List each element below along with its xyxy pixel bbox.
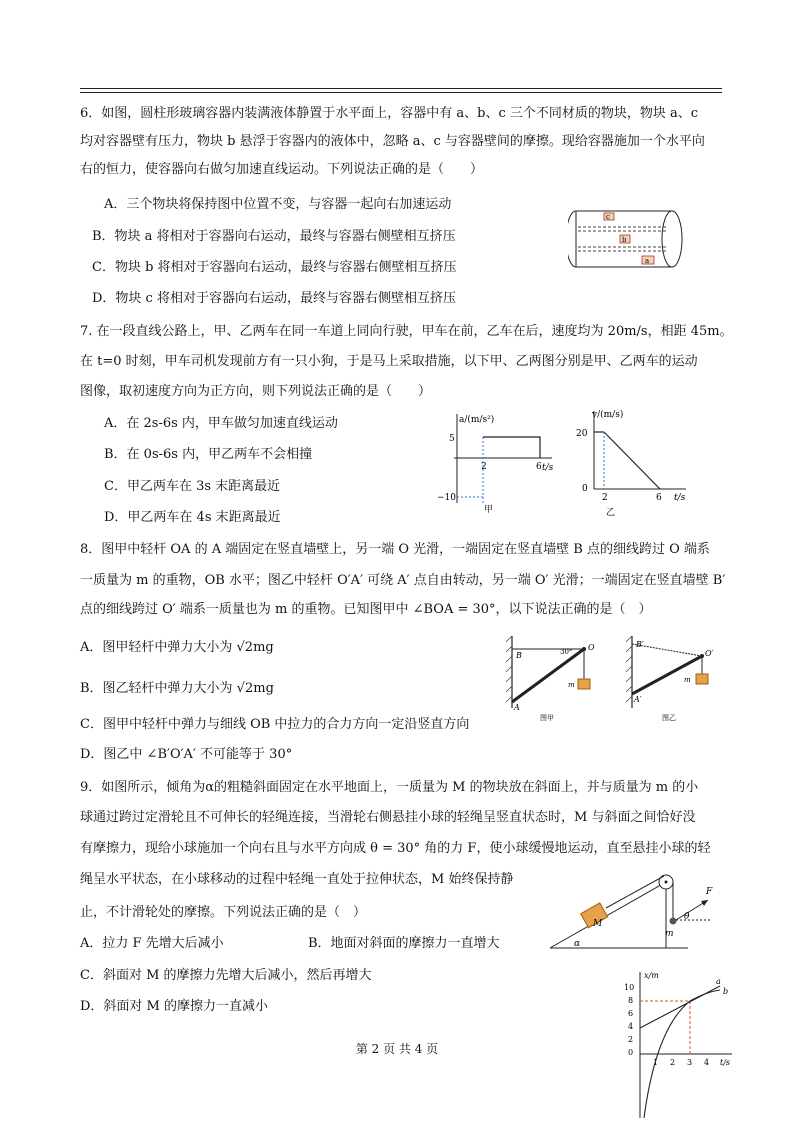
q7-graph-acceleration xyxy=(430,408,560,516)
q9-line-3: 有摩擦力，现给小球施加一个向右且与水平方向成 θ = 30° 角的力 F，使小球缓慢地运动，直至悬挂小球的轻 xyxy=(80,841,711,856)
q8-option-b: B．图乙轻杆中弹力大小为 √2mg xyxy=(80,681,274,696)
q7-option-b: B．在 0s-6s 内，甲乙两车不会相撞 xyxy=(104,447,313,462)
caption-yi: 图乙 xyxy=(662,714,676,722)
q6-line-2: 均对容器壁有压力，物块 b 悬浮于容器内的液体中，忽略 a、c 与容器壁间的摩擦。现给容器施加一个水平向 xyxy=(80,134,705,149)
v-graph-xtick-6: 6 xyxy=(656,493,662,503)
q6-option-d: D．物块 c 将相对于容器向右运动，最终与容器右侧壁相互挤压 xyxy=(92,291,456,306)
block-c-label: c xyxy=(606,213,610,221)
q8-line-2: 一质量为 m 的重物，OB 水平；图乙中轻杆 O′A′ 可绕 A′ 点自由转动，另一端 O′ 光滑；一端固定在竖直墙壁 B′ xyxy=(80,573,726,588)
v-graph-origin: 0 xyxy=(582,484,588,494)
q9-option-b: B．地面对斜面的摩擦力一直增大 xyxy=(308,936,500,951)
cylinder-end xyxy=(662,211,682,267)
label-b-jia: B xyxy=(516,651,522,660)
weight-yi xyxy=(696,674,708,684)
q9-line-2: 球通过跨过定滑轮且不可伸长的轻绳连接，当滑轮右侧悬挂小球的轻绳呈竖直状态时，M 与斜面之间恰好没 xyxy=(80,810,696,825)
q8-figure-yi xyxy=(622,632,722,724)
label-a-jia: A xyxy=(514,703,520,712)
a-graph-segment-2-6 xyxy=(483,437,540,458)
q6-line-3: 右的恒力，使容器向右做匀加速直线运动。下列说法正确的是（ ） xyxy=(80,162,484,177)
q7-line-3: 图像，取初速度方向为正方向，则下列说法正确的是（ ） xyxy=(80,384,432,399)
label-theta: θ xyxy=(684,912,690,922)
ball-m xyxy=(670,918,677,925)
q6-option-b: B．物块 a 将相对于容器向右运动，最终与容器右侧壁相互挤压 xyxy=(92,229,456,244)
label-o-jia: O xyxy=(588,643,595,652)
q8-option-d: D．图乙中 ∠B′O′A′ 不可能等于 30° xyxy=(80,747,293,762)
q9-option-c: C．斜面对 M 的摩擦力先增大后减小，然后再增大 xyxy=(80,968,372,983)
a-graph-caption: 甲 xyxy=(484,505,494,515)
v-graph-ylabel: v/(m/s) xyxy=(592,410,624,420)
block-b-label: b xyxy=(622,236,627,244)
header-rule-top xyxy=(80,88,722,89)
xt-label-b: b xyxy=(723,987,729,996)
label-alpha: α xyxy=(574,939,581,949)
v-graph-decline-segment xyxy=(604,432,660,489)
q9-line-5: 止，不计滑轮处的摩擦。下列说法正确的是（ ） xyxy=(80,905,367,920)
q8-line-3: 点的细线跨过 O′ 端系一质量也为 m 的重物。已知图甲中 ∠BOA = 30°，以下说法正确的是（ ） xyxy=(80,602,652,617)
q7-graph-velocity xyxy=(570,405,692,517)
q6-cylinder-figure xyxy=(568,205,688,273)
incline-surface xyxy=(550,882,666,948)
q7-option-a: A．在 2s-6s 内，甲车做匀加速直线运动 xyxy=(104,416,338,431)
label-o-yi: O′ xyxy=(705,649,714,658)
q9-option-a: A．拉力 F 先增大后减小 xyxy=(80,936,224,951)
q8-option-c: C．图甲中轻杆中弹力与细线 OB 中拉力的合力方向一定沿竖直方向 xyxy=(80,717,470,732)
xt-ytick-0: 0 xyxy=(628,1048,634,1057)
q7-option-c: C．甲乙两车在 3s 末距离最近 xyxy=(104,479,281,494)
q7-option-d: D．甲乙两车在 4s 末距离最近 xyxy=(104,510,281,525)
q9-option-d: D．斜面对 M 的摩擦力一直减小 xyxy=(80,999,268,1014)
xt-xtick-4: 4 xyxy=(704,1058,710,1067)
q7-line-1: 7. 在一段直线公路上，甲、乙两车在同一车道上同向行驶，甲车在前，乙车在后，速度均为 20m/s，相距 45m。 xyxy=(80,324,733,339)
a-graph-y-top: 5 xyxy=(449,434,455,444)
xt-xtick-2: 2 xyxy=(670,1058,676,1067)
xt-ytick-2: 2 xyxy=(628,1035,634,1044)
q8-line-1: 8．图甲中轻杆 OA 的 A 端固定在竖直墙壁上，另一端 O 光滑，一端固定在竖直墙壁 B 点的细线跨过 O 端系 xyxy=(80,542,710,557)
weight-jia xyxy=(578,679,590,689)
v-graph-xtick-2: 2 xyxy=(602,493,608,503)
label-b-yi: B′ xyxy=(636,640,644,649)
xt-ytick-10: 10 xyxy=(624,983,635,992)
label-M: M xyxy=(593,919,603,929)
label-m-yi: m xyxy=(684,676,691,684)
label-m-jia: m xyxy=(568,681,575,689)
q7-line-2: 在 t=0 时刻，甲车司机发现前方有一只小狗，于是马上采取措施，以下甲、乙两图分别是甲、乙两车的运动 xyxy=(80,354,698,369)
label-F: F xyxy=(706,887,713,897)
q8-figure-jia xyxy=(502,632,604,724)
a-graph-ylabel: a/(m/s²) xyxy=(459,415,495,425)
v-graph-xlabel: t/s xyxy=(674,493,686,503)
label-m: m xyxy=(665,929,674,939)
page-footer: 第 2 页 共 4 页 xyxy=(355,1042,439,1056)
caption-jia: 图甲 xyxy=(540,714,554,722)
a-graph-xlabel: t/s xyxy=(542,463,554,473)
xt-ytick-6: 6 xyxy=(628,1009,634,1018)
xt-ylabel: x/m xyxy=(644,971,659,980)
q6-line-1: 6．如图，圆柱形玻璃容器内装满液体静置于水平面上，容器中有 a、b、c 三个不同材质的物块，物块 a、c xyxy=(80,106,699,121)
label-a-yi: A′ xyxy=(634,695,642,704)
q9-line-4: 绳呈水平状态，在小球移动的过程中轻绳一直处于拉伸状态，M 始终保持静 xyxy=(80,872,514,887)
xt-ytick-4: 4 xyxy=(628,1022,634,1031)
rope-incline xyxy=(606,876,664,908)
q9-incline-figure xyxy=(548,864,720,952)
a-graph-xtick-2: 2 xyxy=(481,462,487,472)
q8-option-a: A．图甲轻杆中弹力大小为 √2mg xyxy=(80,640,274,655)
rod-oa-yi xyxy=(632,656,702,694)
v-graph-y-top: 20 xyxy=(576,429,588,439)
q6-option-c: C．物块 b 将相对于容器向右运动，最终与容器右侧壁相互挤压 xyxy=(92,260,457,275)
rod-oa xyxy=(512,649,584,702)
xt-xtick-1: 1 xyxy=(653,1058,659,1067)
label-angle-jia: 30° xyxy=(560,648,573,656)
q9-line-1: 9．如图所示，倾角为α的粗糙斜面固定在水平地面上，一质量为 M 的物块放在斜面上，并与质量为 m 的小 xyxy=(80,780,699,795)
a-graph-xtick-6: 6 xyxy=(536,462,542,472)
block-a-label: a xyxy=(645,257,650,265)
xt-label-a: a xyxy=(716,977,721,986)
a-graph-y-bottom: −10 xyxy=(437,493,456,503)
header-rule-bottom xyxy=(80,92,722,93)
v-graph-caption: 乙 xyxy=(606,508,616,517)
xt-xtick-3: 3 xyxy=(687,1058,693,1067)
xt-ytick-8: 8 xyxy=(628,996,634,1005)
xt-xlabel: t/s xyxy=(720,1058,731,1067)
q6-option-a: A．三个物块将保持图中位置不变，与容器一起向右加速运动 xyxy=(104,197,452,212)
